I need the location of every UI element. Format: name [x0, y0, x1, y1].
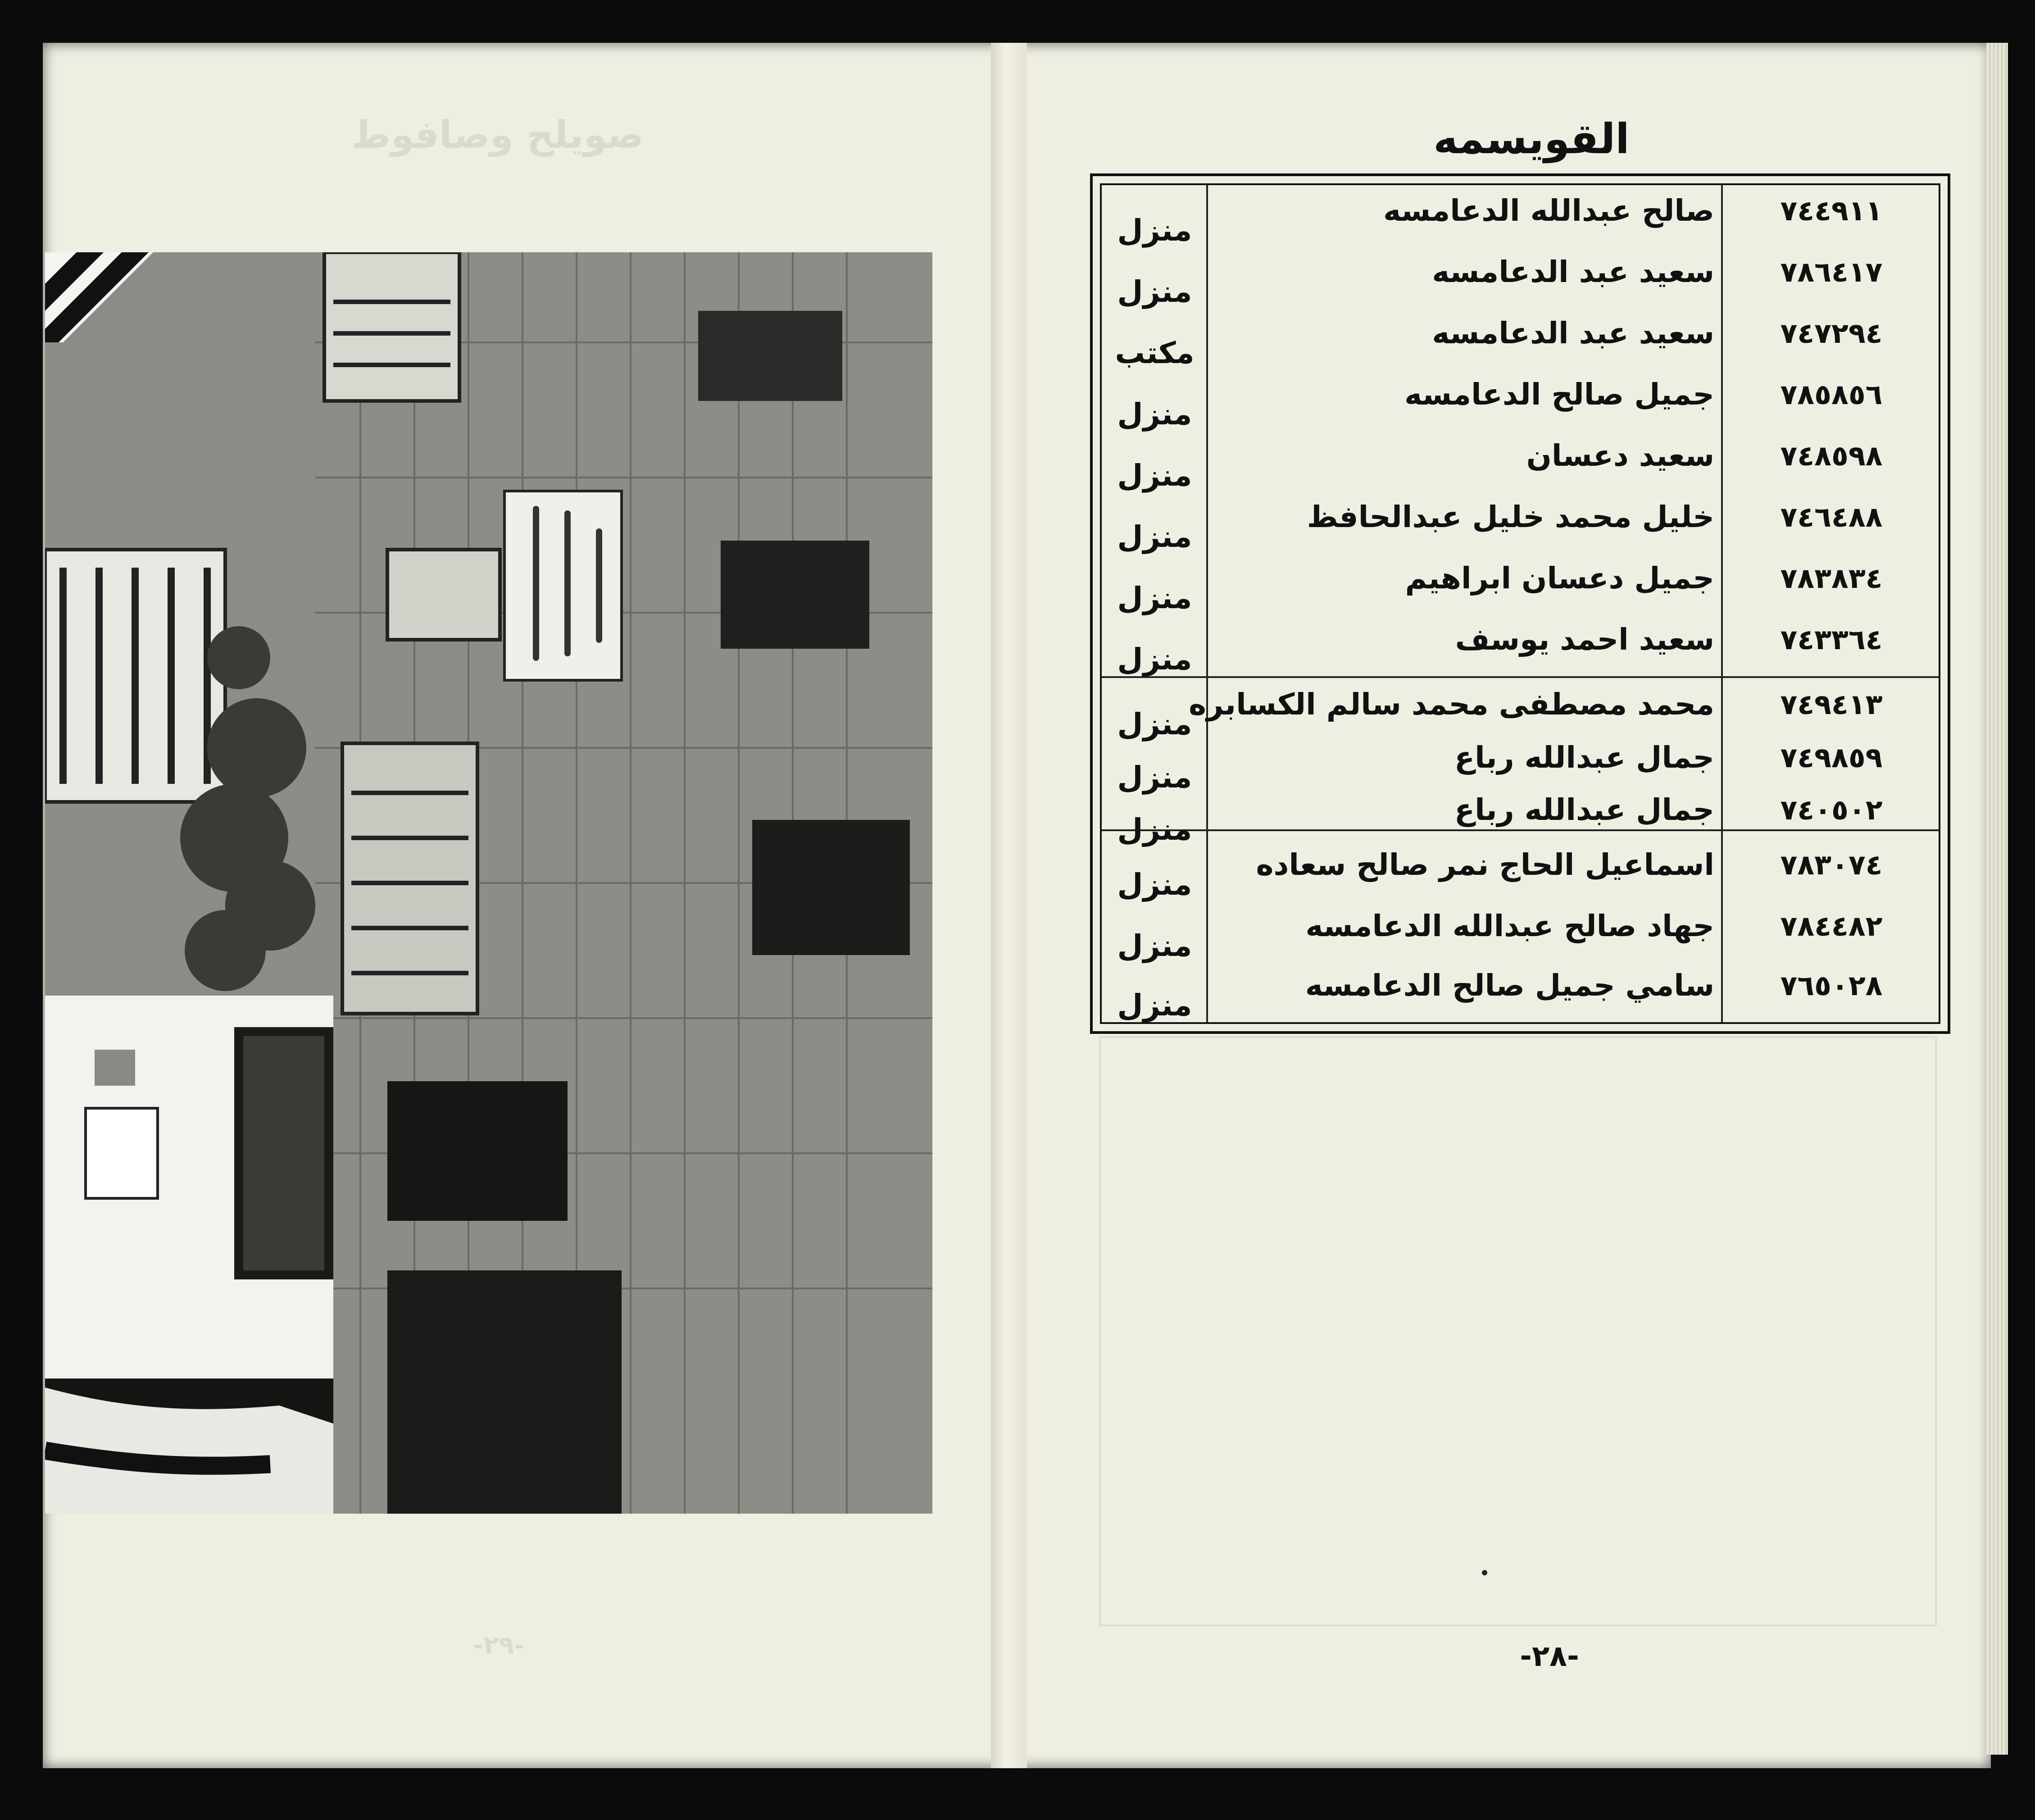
page-edge	[1986, 43, 2008, 1755]
line-type: منزل	[1117, 458, 1192, 493]
subscriber-name: جهاد صالح عبدالله الدعامسه	[1305, 909, 1714, 943]
subscriber-name: سامي جميل صالح الدعامسه	[1305, 968, 1714, 1003]
page-number: -٢٨-	[1520, 1640, 1579, 1673]
building-photo-drawing	[45, 252, 932, 1514]
line-type: منزل	[1117, 642, 1192, 677]
table-row	[1102, 553, 1939, 614]
phone-number: ٧٤٦٤٨٨	[1780, 500, 1883, 533]
subscriber-name: سعيد دعسان	[1526, 438, 1714, 473]
phone-number: ٧٤٩٨٥٩	[1780, 741, 1883, 774]
building-photo	[45, 252, 932, 1514]
subscriber-name: جمال عبدالله رباع	[1454, 792, 1714, 827]
subscriber-name: جمال عبدالله رباع	[1454, 740, 1714, 775]
phone-number: ٧٤٤٩١١	[1780, 194, 1883, 227]
line-type: منزل	[1117, 519, 1192, 554]
table-row	[1102, 679, 1939, 740]
phone-number: ٧٤٧٢٩٤	[1780, 317, 1883, 350]
subscriber-name: سعيد عبد الدعامسه	[1432, 316, 1714, 350]
subscriber-name: جميل دعسان ابراهيم	[1405, 561, 1714, 596]
line-type: منزل	[1117, 812, 1192, 847]
bleed-through-table	[1099, 1036, 1937, 1626]
subscriber-name: محمد مصطفى محمد سالم الكسابره	[1189, 687, 1714, 722]
table-row	[1102, 185, 1939, 246]
directory-table-inner	[1100, 183, 1940, 1024]
phone-number: ٧٤٨٥٩٨	[1780, 439, 1883, 472]
table-row	[1102, 784, 1939, 846]
line-type: منزل	[1117, 867, 1192, 902]
line-type: مكتب	[1115, 336, 1195, 370]
table-row	[1102, 246, 1939, 308]
phone-number: ٧٨٣٨٣٤	[1780, 562, 1883, 595]
subscriber-name: جميل صالح الدعامسه	[1404, 377, 1714, 412]
phone-number: ٧٨٦٤١٧	[1780, 255, 1883, 288]
line-type: منزل	[1117, 397, 1192, 432]
subscriber-name: خليل محمد خليل عبدالحافظ	[1307, 500, 1714, 534]
table-row	[1102, 839, 1939, 901]
line-type: منزل	[1117, 988, 1192, 1023]
line-type: منزل	[1117, 707, 1192, 742]
left-ghost-title: صويلح وصافوط	[351, 113, 644, 157]
table-row	[1102, 960, 1939, 1021]
subscriber-name: اسماعيل الحاج نمر صالح سعاده	[1256, 847, 1714, 882]
table-row	[1102, 614, 1939, 675]
line-type: منزل	[1117, 928, 1192, 963]
subscriber-name: سعيد احمد يوسف	[1455, 622, 1714, 657]
phone-number: ٧٤٩٤١٣	[1780, 688, 1883, 721]
line-type: منزل	[1117, 213, 1192, 248]
phone-number: ٧٦٥٠٢٨	[1780, 969, 1883, 1002]
line-type: منزل	[1117, 581, 1192, 615]
line-type: منزل	[1117, 760, 1192, 795]
phone-number: ٧٤٠٥٠٢	[1780, 793, 1883, 826]
table-row	[1102, 369, 1939, 430]
line-type: منزل	[1117, 274, 1192, 309]
phone-number: ٧٤٣٣٦٤	[1780, 623, 1883, 656]
page-title: القويسمه	[1433, 115, 1630, 163]
print-speck	[1482, 1570, 1487, 1575]
directory-table	[1090, 173, 1950, 1034]
table-row	[1102, 430, 1939, 491]
table-row	[1102, 491, 1939, 553]
phone-number: ٧٨٣٠٧٤	[1780, 848, 1883, 881]
table-row	[1102, 901, 1939, 962]
group-divider-1	[1102, 676, 1939, 678]
book-gutter	[991, 43, 1027, 1768]
left-ghost-page-number: -٢٩-	[473, 1631, 525, 1660]
phone-number: ٧٨٤٤٨٢	[1780, 910, 1883, 942]
table-row	[1102, 308, 1939, 369]
subscriber-name: صالح عبدالله الدعامسه	[1383, 193, 1714, 228]
subscriber-name: سعيد عبد الدعامسه	[1432, 255, 1714, 289]
phone-number: ٧٨٥٨٥٦	[1780, 378, 1883, 411]
